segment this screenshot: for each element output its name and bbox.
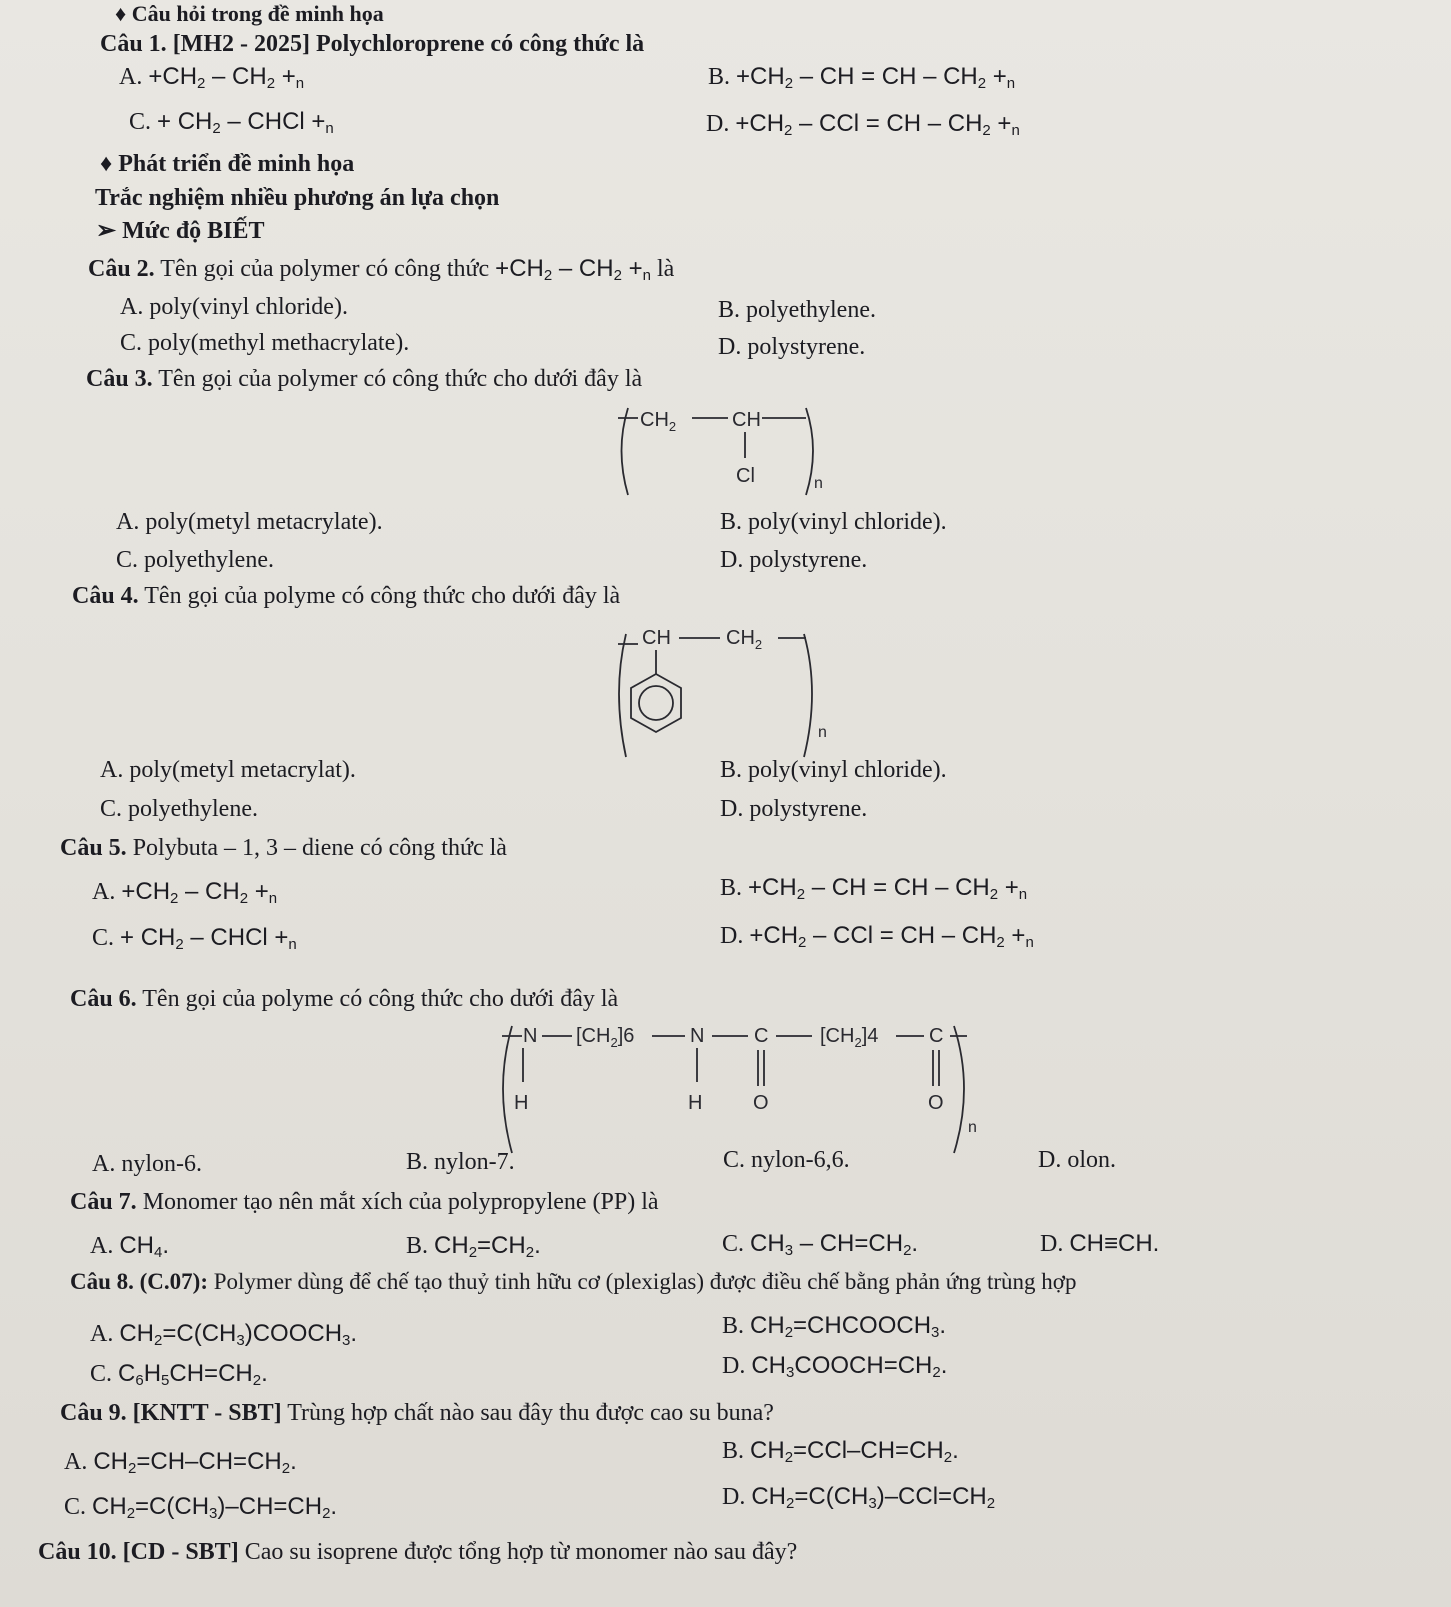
q3-option-c[interactable]: C. polyethylene. bbox=[116, 547, 274, 573]
option-letter: A. bbox=[90, 1233, 114, 1259]
question-10 bbox=[38, 1538, 797, 1566]
option-letter: C. bbox=[90, 1361, 113, 1387]
left-bracket bbox=[503, 1026, 512, 1153]
option-letter: B. bbox=[722, 1438, 745, 1464]
option-letter: B. bbox=[720, 875, 743, 901]
question-6-label: Câu 6. bbox=[70, 986, 137, 1012]
option-letter: D. bbox=[722, 1353, 746, 1379]
n-label: n bbox=[814, 475, 823, 492]
question-5 bbox=[60, 834, 507, 862]
c-atom: C bbox=[754, 1025, 769, 1047]
question-6-text: Tên gọi của polyme có công thức cho dưới đây là bbox=[142, 986, 619, 1012]
q4-option-d[interactable]: D. polystyrene. bbox=[720, 796, 868, 822]
q6-option-a[interactable]: A. nylon-6. bbox=[92, 1151, 202, 1177]
q8-option-c[interactable]: C. $C_6H_5CH=CH_2$. bbox=[90, 1360, 268, 1389]
level-heading: ➢ Mức độ BIẾT bbox=[96, 218, 265, 244]
q7-option-d[interactable]: D. CH≡CH. bbox=[1040, 1230, 1160, 1257]
n-atom: N bbox=[690, 1025, 705, 1047]
question-4-label: Câu 4. bbox=[72, 583, 139, 609]
question-1-text: [MH2 - 2025] Polychloroprene có công thức là bbox=[172, 31, 645, 57]
question-2-text-end: là bbox=[656, 256, 675, 282]
q8-option-b[interactable]: B. $CH_2=CHCOOCH_3$. bbox=[722, 1312, 947, 1341]
left-bracket bbox=[619, 634, 626, 757]
q1-option-b[interactable]: B. $+CH_2$ – CH = CH – $CH_2 +_n$ bbox=[708, 63, 1016, 92]
benzene-circle bbox=[639, 686, 673, 720]
option-letter: D. bbox=[720, 923, 744, 949]
question-4-text: Tên gọi của polyme có công thức cho dưới đây là bbox=[144, 583, 621, 609]
q3-option-d[interactable]: D. polystyrene. bbox=[720, 547, 868, 573]
o-atom: O bbox=[928, 1092, 944, 1114]
q2-option-a[interactable]: A. poly(vinyl chloride). bbox=[120, 294, 348, 320]
sample-heading: ♦ Câu hỏi trong đề minh họa bbox=[115, 1, 384, 26]
polystyrene-structure bbox=[612, 622, 872, 764]
q5-option-b[interactable]: B. $+CH_2$ – CH = CH – $CH_2 +_n$ bbox=[720, 874, 1028, 903]
q9-option-b[interactable]: B. $CH_2=CCl-CH=CH_2$. bbox=[722, 1437, 959, 1466]
question-6 bbox=[70, 985, 618, 1013]
q4-option-c[interactable]: C. polyethylene. bbox=[100, 796, 258, 822]
develop-heading: ♦ Phát triển đề minh họa bbox=[100, 151, 355, 177]
q2-option-b[interactable]: B. polyethylene. bbox=[718, 297, 876, 323]
question-8-text: Polymer dùng để chế tạo thuỷ tinh hữu cơ (plexiglas) được điều chế bằng phản ứng trùng hợp bbox=[213, 1269, 1077, 1294]
question-9 bbox=[60, 1399, 774, 1427]
h-atom: H bbox=[688, 1092, 703, 1114]
option-letter: A. bbox=[64, 1449, 88, 1475]
q1-option-c[interactable]: C. + $CH_2$ – CHCl $+_n$ bbox=[129, 108, 334, 137]
q5-option-a[interactable]: A. $+CH_2 - CH_2 +_n$ bbox=[92, 878, 278, 907]
question-10-text: Cao su isoprene được tổng hợp từ monomer nào sau đây? bbox=[244, 1539, 798, 1565]
n-label: n bbox=[968, 1119, 977, 1136]
question-7 bbox=[70, 1188, 659, 1216]
nylon-structure bbox=[492, 1018, 1092, 1158]
o-atom: O bbox=[753, 1092, 769, 1114]
q1-option-a[interactable]: A. $+CH_2 - CH_2 +_n$ bbox=[119, 63, 305, 92]
q8-option-a[interactable]: A. $CH_2=C(CH_3)COOCH_3$. bbox=[90, 1320, 358, 1349]
q9-option-d[interactable]: D. $CH_2=C(CH_3)-CCl=CH_2$ bbox=[722, 1483, 996, 1512]
right-bracket bbox=[806, 408, 813, 495]
option-letter: B. bbox=[708, 64, 731, 90]
h-atom: H bbox=[514, 1092, 529, 1114]
question-2-label: Câu 2. bbox=[88, 256, 155, 282]
question-3 bbox=[86, 365, 642, 393]
q2-option-d[interactable]: D. polystyrene. bbox=[718, 334, 866, 360]
q6-option-d[interactable]: D. olon. bbox=[1038, 1147, 1116, 1173]
question-3-label: Câu 3. bbox=[86, 366, 153, 392]
q6-option-c[interactable]: C. nylon-6,6. bbox=[723, 1147, 850, 1173]
q7-option-b[interactable]: B. $CH_2=CH_2$. bbox=[406, 1232, 541, 1261]
question-2: Câu 2. Tên gọi của polymer có công thức $+CH_2 - CH_2 +_n$ là bbox=[88, 255, 675, 284]
q5-option-c[interactable]: C. + $CH_2$ – CHCl $+_n$ bbox=[92, 924, 297, 953]
q9-option-c[interactable]: C. $CH_2=C(CH_3)-CH=CH_2$. bbox=[64, 1493, 338, 1522]
pvc-structure bbox=[610, 400, 870, 510]
q3-option-b[interactable]: B. poly(vinyl chloride). bbox=[720, 509, 947, 535]
q7-option-c[interactable]: C. $CH_3 - CH=CH_2$. bbox=[722, 1230, 919, 1259]
question-1 bbox=[100, 30, 644, 58]
question-10-label: Câu 10. [CD - SBT] bbox=[38, 1539, 239, 1565]
question-7-label: Câu 7. bbox=[70, 1189, 137, 1215]
question-4 bbox=[72, 582, 620, 610]
question-5-label: Câu 5. bbox=[60, 835, 127, 861]
ch2-6-label: $[CH_2]6$ bbox=[576, 1025, 635, 1050]
ch-label: CH bbox=[732, 409, 761, 431]
q2-option-c[interactable]: C. poly(methyl methacrylate). bbox=[120, 330, 410, 356]
question-3-text: Tên gọi của polymer có công thức cho dưới đây là bbox=[158, 366, 643, 392]
ch-label: CH bbox=[642, 627, 671, 649]
question-7-text: Monomer tạo nên mắt xích của polypropylene (PP) là bbox=[142, 1189, 659, 1215]
q9-option-a[interactable]: A. $CH_2=CH-CH=CH_2$. bbox=[64, 1448, 297, 1477]
mcq-heading: Trắc nghiệm nhiều phương án lựa chọn bbox=[95, 185, 500, 211]
q1-option-d[interactable]: D. $+CH_2$ – CCl = CH – $CH_2 +_n$ bbox=[706, 110, 1020, 139]
option-letter: A. bbox=[92, 879, 116, 905]
question-9-label: Câu 9. [KNTT - SBT] bbox=[60, 1400, 282, 1426]
question-2-text: Tên gọi của polymer có công thức bbox=[160, 256, 490, 282]
c-atom: C bbox=[929, 1025, 944, 1047]
option-letter: D. bbox=[722, 1484, 746, 1510]
question-1-label: Câu 1. bbox=[100, 31, 167, 57]
question-8-label: Câu 8. (C.07): bbox=[70, 1269, 208, 1294]
left-bracket bbox=[622, 408, 629, 495]
option-letter: C. bbox=[722, 1231, 745, 1257]
option-letter: B. bbox=[406, 1233, 429, 1259]
q3-option-a[interactable]: A. poly(metyl metacrylate). bbox=[116, 509, 383, 535]
q4-option-a[interactable]: A. poly(metyl metacrylat). bbox=[100, 757, 356, 783]
q8-option-d[interactable]: D. $CH_3COOCH=CH_2$. bbox=[722, 1352, 948, 1381]
q7-option-a[interactable]: A. $CH_4$. bbox=[90, 1232, 170, 1261]
q4-option-b[interactable]: B. poly(vinyl chloride). bbox=[720, 757, 947, 783]
option-letter: C. bbox=[64, 1494, 87, 1520]
question-5-text: Polybuta – 1, 3 – diene có công thức là bbox=[132, 835, 507, 861]
q6-option-b[interactable]: B. nylon-7. bbox=[406, 1149, 515, 1175]
option-letter: D. bbox=[1040, 1231, 1064, 1257]
ch2-label: $CH_2$ bbox=[640, 409, 677, 434]
option-letter: C. bbox=[129, 109, 152, 135]
option-letter: D. bbox=[706, 111, 730, 137]
option-letter: A. bbox=[119, 64, 143, 90]
n-label: n bbox=[818, 724, 827, 741]
question-8 bbox=[70, 1268, 1076, 1296]
ch2-label: $CH_2$ bbox=[726, 627, 763, 652]
right-bracket bbox=[954, 1026, 964, 1153]
ch2-4-label: $[CH_2]4$ bbox=[820, 1025, 879, 1050]
option-letter: B. bbox=[722, 1313, 745, 1339]
option-letter: C. bbox=[92, 925, 115, 951]
n-atom: N bbox=[523, 1025, 538, 1047]
cl-label: Cl bbox=[736, 465, 755, 487]
right-bracket bbox=[804, 634, 812, 757]
q5-option-d[interactable]: D. $+CH_2$ – CCl = CH – $CH_2 +_n$ bbox=[720, 922, 1034, 951]
question-9-text: Trùng hợp chất nào sau đây thu được cao su buna? bbox=[287, 1400, 774, 1426]
option-letter: A. bbox=[90, 1321, 114, 1347]
